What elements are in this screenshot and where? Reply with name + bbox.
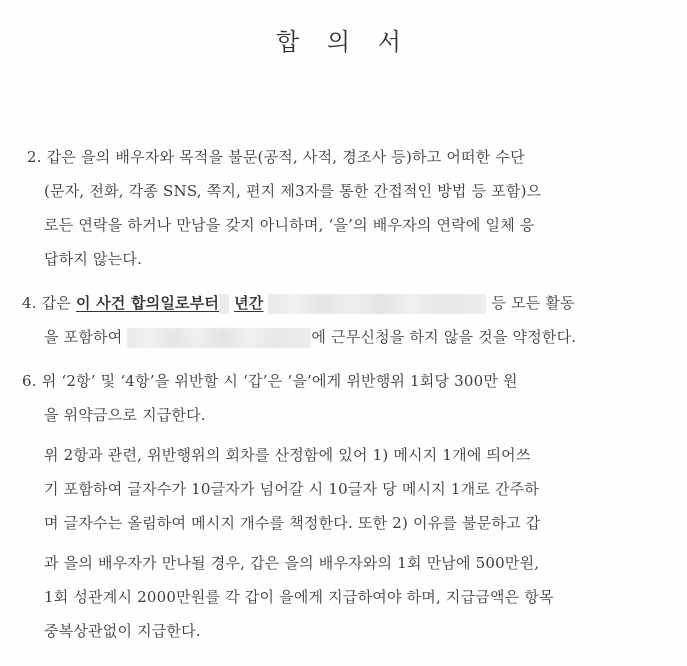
clause-4-line-2 bbox=[44, 326, 576, 348]
redacted-workplace bbox=[127, 328, 311, 348]
clause-6-line-5: 며 글자수는 올림하여 메시지 개수를 책정한다. 또한 2) 이유를 불문하고 갑 bbox=[44, 514, 541, 532]
clause-4-emphasis-period: 이 사건 합의일로부터 bbox=[76, 294, 220, 312]
clause-2-line-2: (문자, 전화, 각종 SNS, 쪽지, 편지 제3자를 통한 간접적인 방법 등 포함)으 bbox=[44, 182, 542, 200]
clause-6-text-1: 위 ‘2항’ 및 ‘4항’을 위반할 시 ‘갑’은 ‘을’에게 위반행위 1회당 300만 원 bbox=[41, 372, 518, 390]
clause-2-line-3: 로든 연락을 하거나 만남을 갖지 아니하며, ‘을’의 배우자의 연락에 일체 응 bbox=[44, 216, 535, 234]
clause-4-after-redact: 등 모든 활동 bbox=[491, 294, 575, 312]
document-title: 합 의 서 bbox=[276, 28, 411, 56]
clause-4-line2-suffix: 에 근무신청을 하지 않을 것을 약정한다. bbox=[311, 328, 577, 346]
clause-6-line-6: 과 을의 배우자가 만나될 경우, 갑은 을의 배우자와의 1회 만남에 500만원, bbox=[44, 554, 540, 572]
clause-4-prefix: 갑은 bbox=[41, 294, 72, 312]
clause-4-line-1 bbox=[22, 292, 575, 314]
clause-6-line-2: 을 위약금으로 지급한다. bbox=[44, 406, 206, 424]
clause-2-line-1 bbox=[27, 146, 525, 167]
clause-6-line-7: 1회 성관계시 2000만원를 각 갑이 을에게 지급하여야 하며, 지급금액은 항목 bbox=[44, 588, 554, 606]
clause-6-line-4: 기 포함하여 글자수가 10글자가 넘어갈 시 10글자 당 메시지 1개로 간주하 bbox=[44, 480, 540, 498]
redacted-activity bbox=[268, 294, 486, 314]
clause-6-line-3: 위 2항과 관련, 위반행위의 회차를 산정함에 있어 1) 메시지 1개에 띄어쓰 bbox=[44, 446, 531, 464]
clause-2-number: 2. bbox=[27, 148, 42, 166]
clause-6-line-1 bbox=[22, 370, 518, 391]
clause-4-line2-prefix: 을 포함하여 bbox=[44, 328, 123, 346]
clause-4-emphasis-years: 년간 bbox=[234, 294, 264, 312]
clause-6-number: 6. bbox=[22, 372, 37, 390]
redacted-years bbox=[219, 294, 229, 314]
clause-4-number: 4. bbox=[22, 294, 37, 312]
clause-2-text-1: 갑은 을의 배우자와 목적을 불문(공적, 사적, 경조사 등)하고 어떠한 수단 bbox=[46, 148, 525, 166]
clause-6-line-8: 중복상관없이 지급한다. bbox=[44, 622, 201, 640]
clause-2-line-4: 답하지 않는다. bbox=[44, 250, 143, 268]
